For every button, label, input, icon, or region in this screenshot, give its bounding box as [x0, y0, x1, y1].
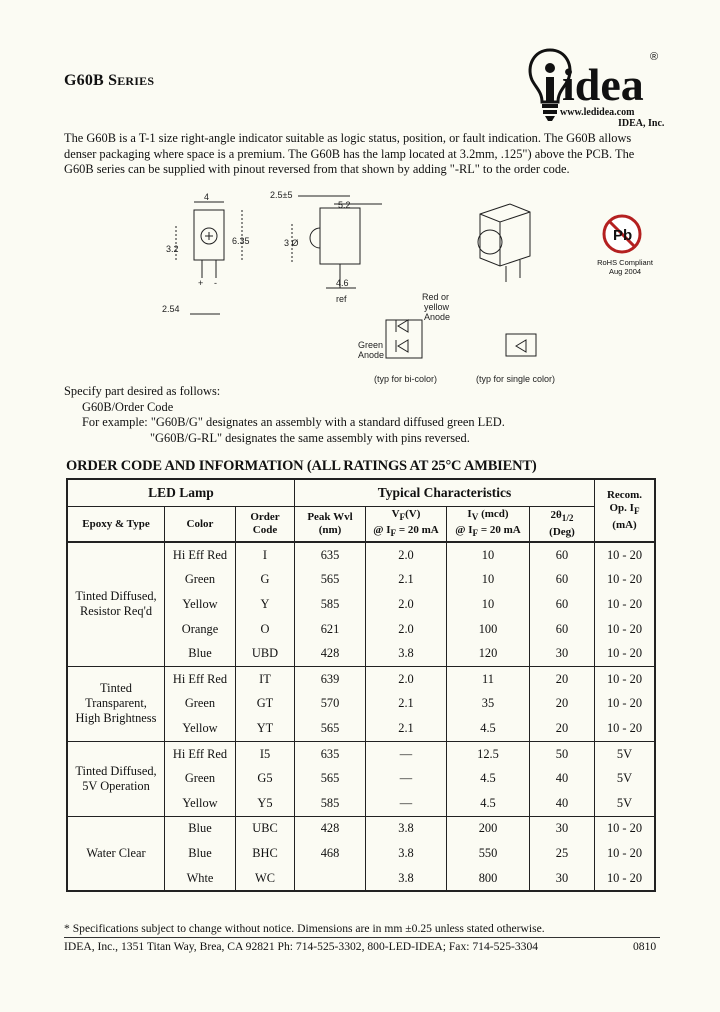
- svg-text:Pb: Pb: [613, 227, 633, 244]
- header-angle: $2\theta_{1/2}$ (Deg): [530, 507, 595, 543]
- dimension-diagram: [150, 186, 570, 386]
- order-code-cell: UBC: [236, 816, 295, 841]
- header-iv: $I_V$ (mcd) @ $I_F = 20$ mA: [447, 507, 530, 543]
- peak-wvl-cell: 585: [295, 791, 366, 816]
- svg-text:Green: Green: [358, 340, 384, 350]
- iv-cell: 200: [447, 816, 530, 841]
- svg-text:4.6: 4.6: [336, 278, 349, 288]
- svg-text:6.35: 6.35: [232, 236, 250, 246]
- iv-cell: 4.5: [447, 791, 530, 816]
- order-code-cell: YT: [236, 716, 295, 741]
- order-code-cell: I5: [236, 741, 295, 766]
- footer-divider: [64, 937, 660, 938]
- recom-cell: 10 - 20: [595, 617, 656, 642]
- recom-cell: 5V: [595, 791, 656, 816]
- logo-wordmark: idea: [562, 59, 644, 110]
- rohs-label: RoHS Compliant: [597, 258, 653, 267]
- color-cell: Green: [165, 568, 236, 593]
- page-title: G60B SERIES: [64, 72, 155, 89]
- spec-line-4: "G60B/G-RL" designates the same assembly with pins reversed.: [150, 430, 470, 445]
- spec-line-2: G60B/Order Code: [82, 399, 174, 414]
- recom-cell: 10 - 20: [595, 841, 656, 866]
- table-row: [67, 542, 655, 568]
- header-vf: $V_F(V)$ @ $I_F = 20$ mA: [366, 507, 447, 543]
- footer-address: IDEA, Inc., 1351 Titan Way, Brea, CA 92821 Ph: 714-525-3302, 800-LED-IDEA; Fax: 714-525-3304: [64, 940, 539, 953]
- angle-cell: 20: [530, 716, 595, 741]
- color-cell: Orange: [165, 617, 236, 642]
- header-epoxy: Epoxy & Type: [67, 507, 165, 543]
- recom-cell: 10 - 20: [595, 692, 656, 717]
- footnote: * Specifications subject to change without notice. Dimensions are in mm ±0.25 unless stated otherwise.: [64, 922, 545, 935]
- vf-cell: 2.0: [366, 617, 447, 642]
- table-title: ORDER CODE AND INFORMATION (ALL RATINGS AT 25°C AMBIENT): [66, 458, 537, 474]
- angle-cell: 40: [530, 766, 595, 791]
- vf-cell: 3.8: [366, 866, 447, 892]
- peak-wvl-cell: 585: [295, 592, 366, 617]
- peak-wvl-cell: 621: [295, 617, 366, 642]
- svg-text:-: -: [214, 278, 217, 288]
- svg-text:2.5±5: 2.5±5: [270, 190, 293, 200]
- color-cell: Hi Eff Red: [165, 741, 236, 766]
- logo-company: IDEA, Inc.: [618, 118, 665, 129]
- order-code-table: [66, 478, 656, 892]
- angle-cell: 60: [530, 617, 595, 642]
- svg-text:®: ®: [650, 51, 659, 63]
- epoxy-type-cell: Tinted Diffused, 5V Operation: [67, 741, 165, 816]
- order-code-cell: Y: [236, 592, 295, 617]
- peak-wvl-cell: 565: [295, 716, 366, 741]
- color-cell: Green: [165, 692, 236, 717]
- recom-cell: 10 - 20: [595, 641, 656, 666]
- vf-cell: 3.8: [366, 816, 447, 841]
- svg-text:Anode: Anode: [358, 350, 385, 360]
- color-cell: Hi Eff Red: [165, 666, 236, 691]
- order-code-cell: GT: [236, 692, 295, 717]
- iv-cell: 35: [447, 692, 530, 717]
- peak-wvl-cell: 639: [295, 666, 366, 691]
- iv-cell: 10: [447, 542, 530, 568]
- peak-wvl-cell: 635: [295, 741, 366, 766]
- iv-cell: 4.5: [447, 766, 530, 791]
- peak-wvl-cell: [295, 866, 366, 892]
- order-code-cell: BHC: [236, 841, 295, 866]
- order-code-cell: G5: [236, 766, 295, 791]
- angle-cell: 20: [530, 666, 595, 691]
- color-cell: Blue: [165, 641, 236, 666]
- recom-cell: 5V: [595, 741, 656, 766]
- vf-cell: 2.0: [366, 666, 447, 691]
- order-code-cell: G: [236, 568, 295, 593]
- table-row: [67, 666, 655, 691]
- svg-text:ref: ref: [336, 294, 347, 304]
- iv-cell: 4.5: [447, 716, 530, 741]
- intro-paragraph: The G60B is a T-1 size right-angle indicator suitable as logic status, position, or fault indication. The G60B allows denser packaging where space is a premium. The G60B has the lamp located at 3.2mm, .125") above the PCB. The G60B series can be supplied with pinout reversed from that shown by adding "-RL" to the order code.: [64, 131, 635, 176]
- svg-text:3 Ø: 3 Ø: [284, 238, 299, 248]
- svg-text:3.2: 3.2: [166, 244, 179, 254]
- iv-cell: 12.5: [447, 741, 530, 766]
- epoxy-type-cell: Tinted Diffused, Resistor Req'd: [67, 542, 165, 666]
- angle-cell: 30: [530, 866, 595, 892]
- epoxy-type-cell: Water Clear: [67, 816, 165, 891]
- order-code-cell: UBD: [236, 641, 295, 666]
- svg-text:5.2: 5.2: [338, 200, 351, 210]
- header-led-lamp: LED Lamp: [67, 479, 295, 507]
- vf-cell: 2.1: [366, 692, 447, 717]
- vf-cell: —: [366, 791, 447, 816]
- angle-cell: 40: [530, 791, 595, 816]
- order-code-cell: Y5: [236, 791, 295, 816]
- color-cell: Yellow: [165, 592, 236, 617]
- vf-cell: —: [366, 741, 447, 766]
- color-cell: Blue: [165, 816, 236, 841]
- color-cell: Green: [165, 766, 236, 791]
- angle-cell: 60: [530, 568, 595, 593]
- svg-text:4: 4: [204, 192, 210, 202]
- angle-cell: 30: [530, 641, 595, 666]
- angle-cell: 20: [530, 692, 595, 717]
- order-code-cell: WC: [236, 866, 295, 892]
- iv-cell: 120: [447, 641, 530, 666]
- angle-cell: 30: [530, 816, 595, 841]
- spec-line-1: Specify part desired as follows:: [64, 384, 221, 398]
- table-row: [67, 816, 655, 841]
- svg-text:(typ for bi-color): (typ for bi-color): [374, 374, 438, 384]
- peak-wvl-cell: 635: [295, 542, 366, 568]
- angle-cell: 60: [530, 592, 595, 617]
- peak-wvl-cell: 428: [295, 641, 366, 666]
- spec-line-3: For example: "G60B/G" designates an assembly with a standard diffused green LED.: [82, 415, 505, 429]
- table-row: [67, 741, 655, 766]
- specify-section: [64, 384, 505, 446]
- iv-cell: 550: [447, 841, 530, 866]
- iv-cell: 11: [447, 666, 530, 691]
- peak-wvl-cell: 565: [295, 766, 366, 791]
- svg-text:Red or: Red or: [422, 292, 450, 302]
- vf-cell: 2.1: [366, 716, 447, 741]
- color-cell: Blue: [165, 841, 236, 866]
- svg-text:+: +: [198, 278, 204, 288]
- recom-cell: 10 - 20: [595, 666, 656, 691]
- peak-wvl-cell: 428: [295, 816, 366, 841]
- epoxy-type-cell: Tinted Transparent, High Brightness: [67, 666, 165, 741]
- recom-cell: 5V: [595, 766, 656, 791]
- recom-cell: 10 - 20: [595, 568, 656, 593]
- svg-text:yellow: yellow: [424, 302, 450, 312]
- header-order-code: Order Code: [236, 507, 295, 543]
- svg-text:2.54: 2.54: [162, 304, 180, 314]
- footer-code: 0810: [633, 940, 657, 953]
- angle-cell: 25: [530, 841, 595, 866]
- peak-wvl-cell: 570: [295, 692, 366, 717]
- header-peak: Peak Wvl (nm): [295, 507, 366, 543]
- recom-cell: 10 - 20: [595, 592, 656, 617]
- header-color: Color: [165, 507, 236, 543]
- iv-cell: 100: [447, 617, 530, 642]
- peak-wvl-cell: 468: [295, 841, 366, 866]
- vf-cell: 3.8: [366, 841, 447, 866]
- table-body: [67, 542, 655, 891]
- recom-cell: 10 - 20: [595, 716, 656, 741]
- order-code-cell: IT: [236, 666, 295, 691]
- color-cell: Hi Eff Red: [165, 542, 236, 568]
- svg-text:Anode: Anode: [424, 312, 451, 322]
- logo-url: www.ledidea.com: [560, 107, 635, 118]
- header-typical: Typical Characteristics: [295, 479, 595, 507]
- angle-cell: 60: [530, 542, 595, 568]
- angle-cell: 50: [530, 741, 595, 766]
- color-cell: Yellow: [165, 791, 236, 816]
- iv-cell: 800: [447, 866, 530, 892]
- iv-cell: 10: [447, 568, 530, 593]
- order-code-cell: I: [236, 542, 295, 568]
- vf-cell: 2.0: [366, 542, 447, 568]
- rohs-date: Aug 2004: [608, 267, 642, 276]
- header-recom: Recom. Op. $I_F$ (mA): [595, 479, 656, 542]
- vf-cell: 2.0: [366, 592, 447, 617]
- vf-cell: 3.8: [366, 641, 447, 666]
- recom-cell: 10 - 20: [595, 816, 656, 841]
- vf-cell: —: [366, 766, 447, 791]
- iv-cell: 10: [447, 592, 530, 617]
- recom-cell: 10 - 20: [595, 542, 656, 568]
- peak-wvl-cell: 565: [295, 568, 366, 593]
- recom-cell: 10 - 20: [595, 866, 656, 892]
- color-cell: Yellow: [165, 716, 236, 741]
- vf-cell: 2.1: [366, 568, 447, 593]
- svg-text:(typ for single color): (typ for single color): [476, 374, 556, 384]
- color-cell: Whte: [165, 866, 236, 892]
- order-code-cell: O: [236, 617, 295, 642]
